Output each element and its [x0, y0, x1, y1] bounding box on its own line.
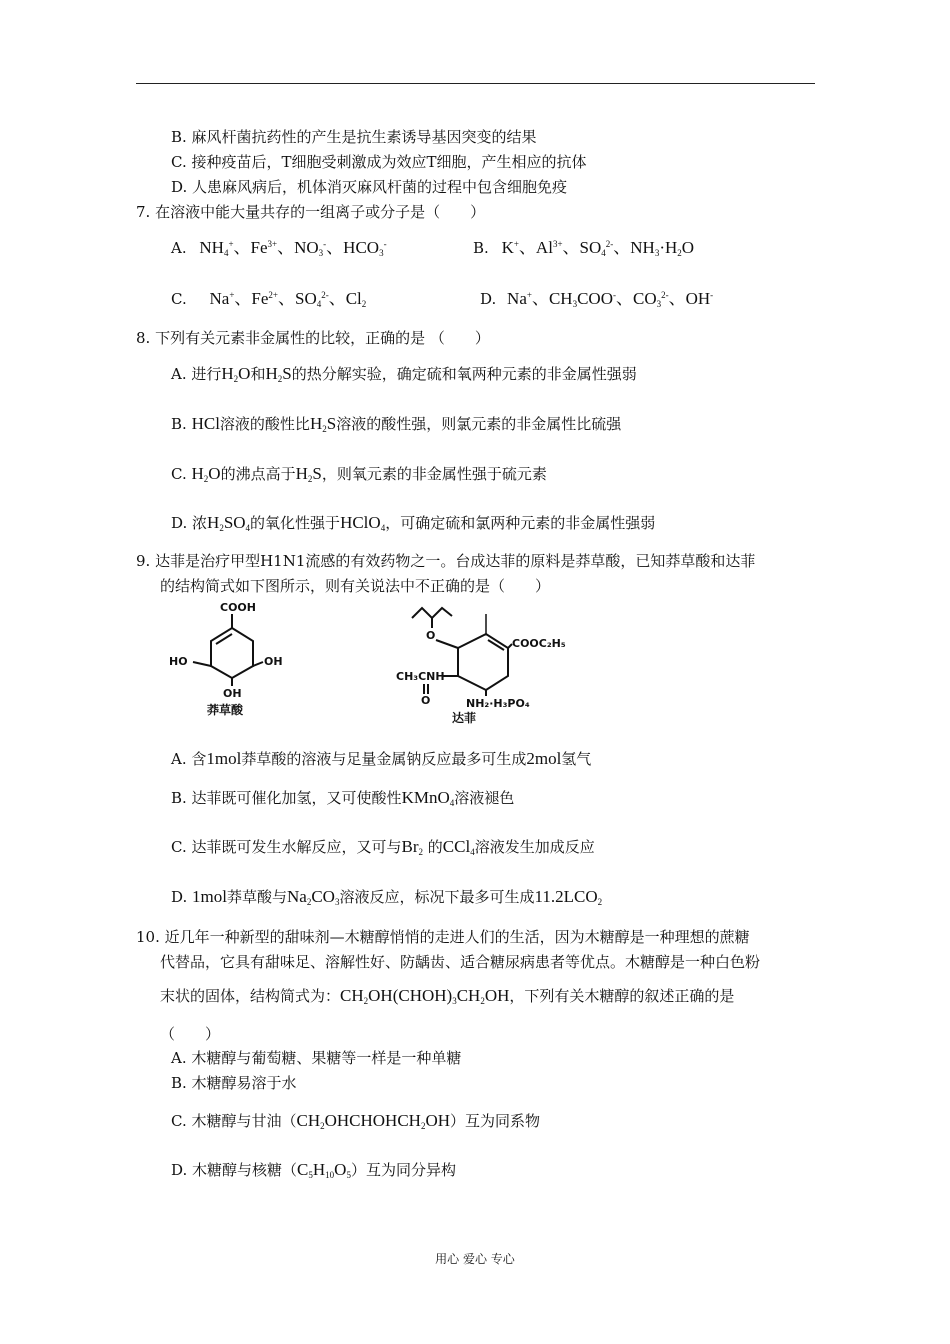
cooh-label: COOH: [220, 601, 256, 614]
q8-option-c: C. $H_2O$的沸点高于$H_2S$，则氧元素的非金属性强于硫元素: [171, 464, 547, 484]
ring-ether-o: O: [426, 629, 436, 642]
header-rule: [136, 83, 815, 84]
q9-option-d: D. 1mol莽草酸与$Na_2CO_3$溶液反应，标况下最多可生成$11.2LCO_2$: [171, 887, 603, 907]
q10-stem-line3: 末状的固体，结构简式为：$CH_2OH(CHOH)_3CH_2OH$，下列有关木糖醇的叙述正确的是: [160, 986, 735, 1006]
amide-label: CH₃CNH: [396, 670, 445, 683]
oseltamivir-structure: [390, 604, 575, 728]
q8-option-a: A. 进行$H_2O$和$H_2S$的热分解实验，确定硫和氧两种元素的非金属性强弱: [171, 364, 637, 384]
q10-answer-paren: （ ）: [160, 1025, 221, 1043]
q9-option-c: C. 达菲既可发生水解反应，又可与$Br_2$ 的CCl$_4$溶液发生加成反应: [171, 837, 595, 857]
q9-option-b: B. 达菲既可催化加氢，又可使酸性KMnO$_4$溶液褪色: [171, 788, 515, 808]
q8-stem: 8. 下列有关元素非金属性的比较，正确的是 （ ）: [136, 329, 490, 347]
q10-option-d: D. 木糖醇与核糖$(C_5H_{10}O_5)$互为同分异构: [171, 1160, 456, 1180]
oh-label-bottom: OH: [223, 687, 242, 700]
q7-stem: 7. 在溶液中能大量共存的一组离子或分子是（ ）: [136, 203, 486, 221]
q9-stem-line2: 的结构简式如下图所示，则有关说法中不正确的是（ ）: [160, 577, 551, 595]
oh-label-right: OH: [264, 655, 283, 668]
q6-option-d: D. 人患麻风病后，机体消灭麻风杆菌的过程中包含细胞免疫: [171, 178, 568, 196]
q8-option-d: D. 浓$H_2SO_4$的氧化性强于HClO$_4$，可确定硫和氯两种元素的非金属性强弱: [171, 513, 656, 533]
q7-option-c: C. Na+、$Fe^{2+}$、$SO_4^{2-}$、$Cl_2$: [171, 289, 367, 309]
amide-oxygen-label: O: [421, 694, 431, 707]
q10-option-c: C. 木糖醇与甘油$(CH_2OHCHOHCH_2OH)$互为同系物: [171, 1111, 541, 1131]
q6-option-c: C. 接种疫苗后，T细胞受刺激成为效应T细胞，产生相应的抗体: [171, 153, 587, 171]
q6-option-b: B. 麻风杆菌抗药性的产生是抗生素诱导基因突变的结果: [171, 128, 537, 146]
q9-option-a: A. 含1mol莽草酸的溶液与足量金属钠反应最多可生成2mol氢气: [171, 749, 592, 768]
q7-option-d: D. Na+、$CH_3COO^-$、$CO_3^{2-}$、OH-: [480, 289, 714, 309]
q7-option-a: A. $NH_4^+$、$Fe^{3+}$、$NO_3^-$、$HCO_3^-$: [171, 238, 387, 258]
q8-option-b: B. HCl溶液的酸性比$H_2S$溶液的酸性强，则氯元素的非金属性比硫强: [171, 414, 622, 434]
amine-phosphate-label: NH₂·H₃PO₄: [466, 697, 530, 710]
q9-stem-line1: 9. 达菲是治疗甲型H1N1流感的有效药物之一。台成达菲的原料是莽草酸，已知莽草酸和达菲: [136, 552, 756, 570]
shikimic-acid-name: 莽草酸: [207, 703, 244, 717]
q10-option-b: B. 木糖醇易溶于水: [171, 1074, 297, 1092]
page-footer: 用心 爱心 专心: [435, 1252, 515, 1266]
q10-stem-line2: 代替品，它具有甜味足、溶解性好、防龋齿、适合糖尿病患者等优点。木糖醇是一种白色粉: [160, 953, 761, 971]
ester-label: COOC₂H₅: [512, 637, 566, 650]
oseltamivir-name: 达菲: [452, 711, 477, 725]
q7-option-b: B. K+、$Al^{3+}$、$SO_4^{2-}$、$NH_3\cdot H_2O$: [473, 238, 695, 258]
shikimic-acid-structure: [165, 598, 305, 723]
q10-stem-line1: 10. 近几年一种新型的甜味剂—木糖醇悄悄的走进人们的生活，因为木糖醇是一种理想的蔗糖: [136, 928, 750, 946]
ho-label: HO: [169, 655, 188, 668]
q10-option-a: A. 木糖醇与葡萄糖、果糖等一样是一种单糖: [171, 1049, 462, 1067]
